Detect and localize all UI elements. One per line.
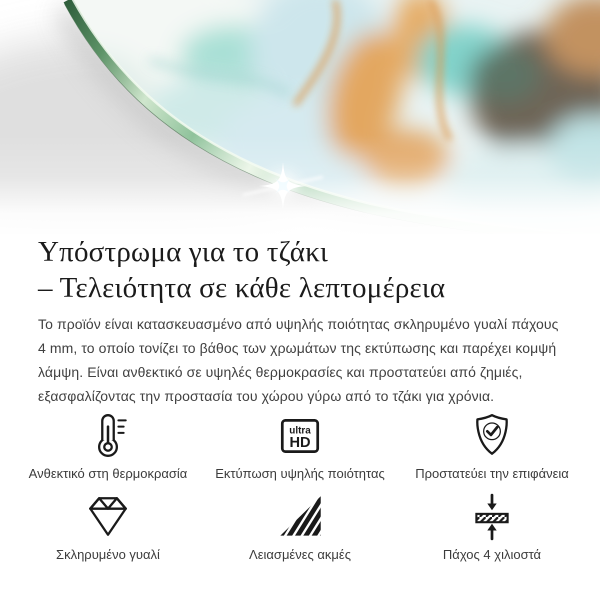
features-grid <box>12 411 588 563</box>
diamond-icon <box>83 492 133 542</box>
hero-fade-overlay <box>0 0 600 234</box>
feature-label: Εκτύπωση υψηλής ποιότητας <box>215 466 385 481</box>
ultra-hd-icon-text-top: ultra <box>289 425 311 437</box>
hero-product-image <box>0 0 600 234</box>
feature-item-thickness <box>396 492 588 563</box>
feature-label: Πάχος 4 χιλιοστά <box>442 547 542 562</box>
thermometer-icon <box>83 411 133 461</box>
feature-item-surface-protection <box>396 411 588 482</box>
feature-label: Προστατεύει την επιφάνεια <box>415 466 569 481</box>
product-info-section <box>0 234 600 408</box>
feature-label: Ανθεκτικό στη θερμοκρασία <box>28 466 188 481</box>
feature-label: Σκληρυμένο γυαλί <box>56 547 160 562</box>
feature-item-print-quality <box>204 411 396 482</box>
ultra-hd-icon <box>275 411 325 461</box>
page-title <box>38 234 567 306</box>
ultra-hd-icon-text-bottom: HD <box>289 434 311 451</box>
thickness-icon <box>467 492 517 542</box>
glass-panel-image <box>0 0 600 234</box>
feature-item-polished-edges <box>204 492 396 563</box>
shield-check-icon <box>467 411 517 461</box>
page-title-line2: – Τελειότητα σε κάθε λεπτομέρεια <box>38 272 446 304</box>
product-description: Το προϊόν είναι κατασκευασμένο από υψηλής ποιότητας σκληρυμένο γυαλί πάχους 4 mm, το οποίο τονίζει το βάθος των χρωμάτων της εκτύπωσης και παρέχει κομψή λάμψη. Είναι ανθεκτικό σε υψηλές θερμοκρασίες και προστατεύει από ζημιές, εξασφαλίζοντας την προστασία του χώρου γύρω από το τζάκι για χρόνια. <box>38 316 559 404</box>
feature-item-tempered-glass <box>12 492 204 563</box>
page-title-line1: Υπόστρωμα για το τζάκι <box>38 236 329 268</box>
polished-edges-icon <box>275 492 325 542</box>
feature-label: Λειασμένες ακμές <box>249 547 351 562</box>
feature-item-heat-resistant <box>12 411 204 482</box>
